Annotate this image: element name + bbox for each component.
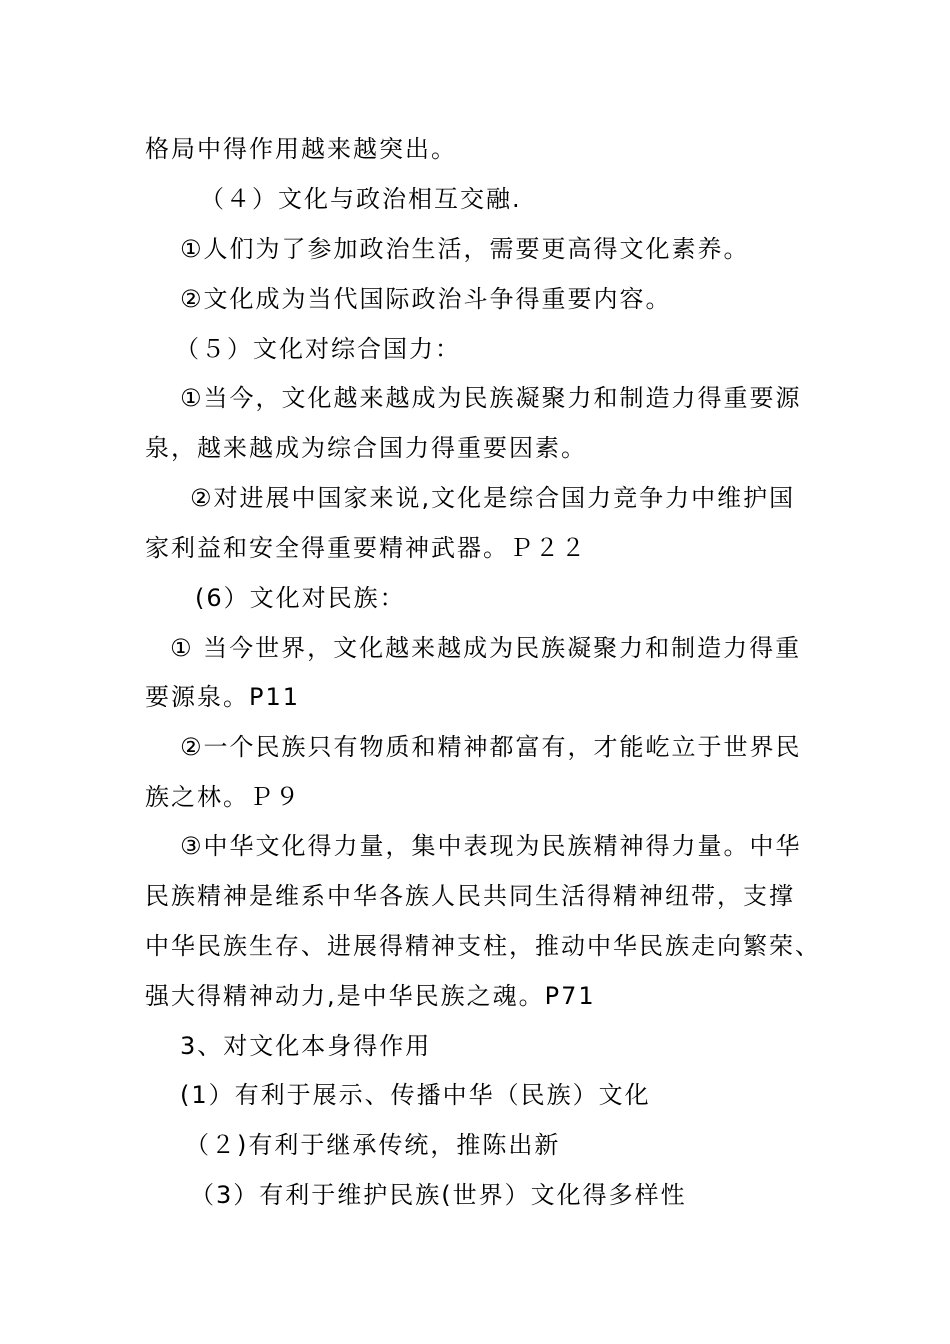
text-line: 泉，越来越成为综合国力得重要因素。	[145, 434, 587, 462]
text-line: ②一个民族只有物质和精神都富有，才能屹立于世界民	[180, 733, 802, 761]
text-line: （５）文化对综合国力：	[175, 335, 461, 363]
text-line: ①人们为了参加政治生活，需要更高得文化素养。	[180, 235, 750, 263]
text-line: 要源泉。P11	[145, 683, 301, 711]
text-line: (6）文化对民族：	[195, 584, 406, 612]
text-line: （４）文化与政治相互交融.	[200, 185, 522, 213]
text-line: 格局中得作用越来越突出。	[145, 135, 457, 163]
text-line: 3、对文化本身得作用	[180, 1032, 432, 1060]
text-line: ③中华文化得力量，集中表现为民族精神得力量。中华	[180, 832, 802, 860]
text-line: 家利益和安全得重要精神武器。Ｐ２２	[145, 534, 587, 562]
text-line: ②文化成为当代国际政治斗争得重要内容。	[180, 285, 672, 313]
text-line: （２)有利于继承传统，推陈出新	[185, 1131, 561, 1159]
text-line: 民族精神是维系中华各族人民共同生活得精神纽带，支撑	[145, 882, 795, 910]
text-line: 族之林。Ｐ９	[145, 783, 301, 811]
text-line: ①当今，文化越来越成为民族凝聚力和制造力得重要源	[180, 384, 802, 412]
text-line: 中华民族生存、进展得精神支柱，推动中华民族走向繁荣、	[145, 932, 821, 960]
text-line: ① 当今世界，文化越来越成为民族凝聚力和制造力得重	[170, 634, 802, 662]
text-line: （3）有利于维护民族(世界）文化得多样性	[190, 1181, 687, 1209]
text-line: 强大得精神动力,是中华民族之魂。P71	[145, 982, 596, 1010]
text-line: (1）有利于展示、传播中华（民族）文化	[180, 1081, 651, 1109]
text-line: ②对进展中国家来说,文化是综合国力竞争力中维护国	[190, 484, 796, 512]
